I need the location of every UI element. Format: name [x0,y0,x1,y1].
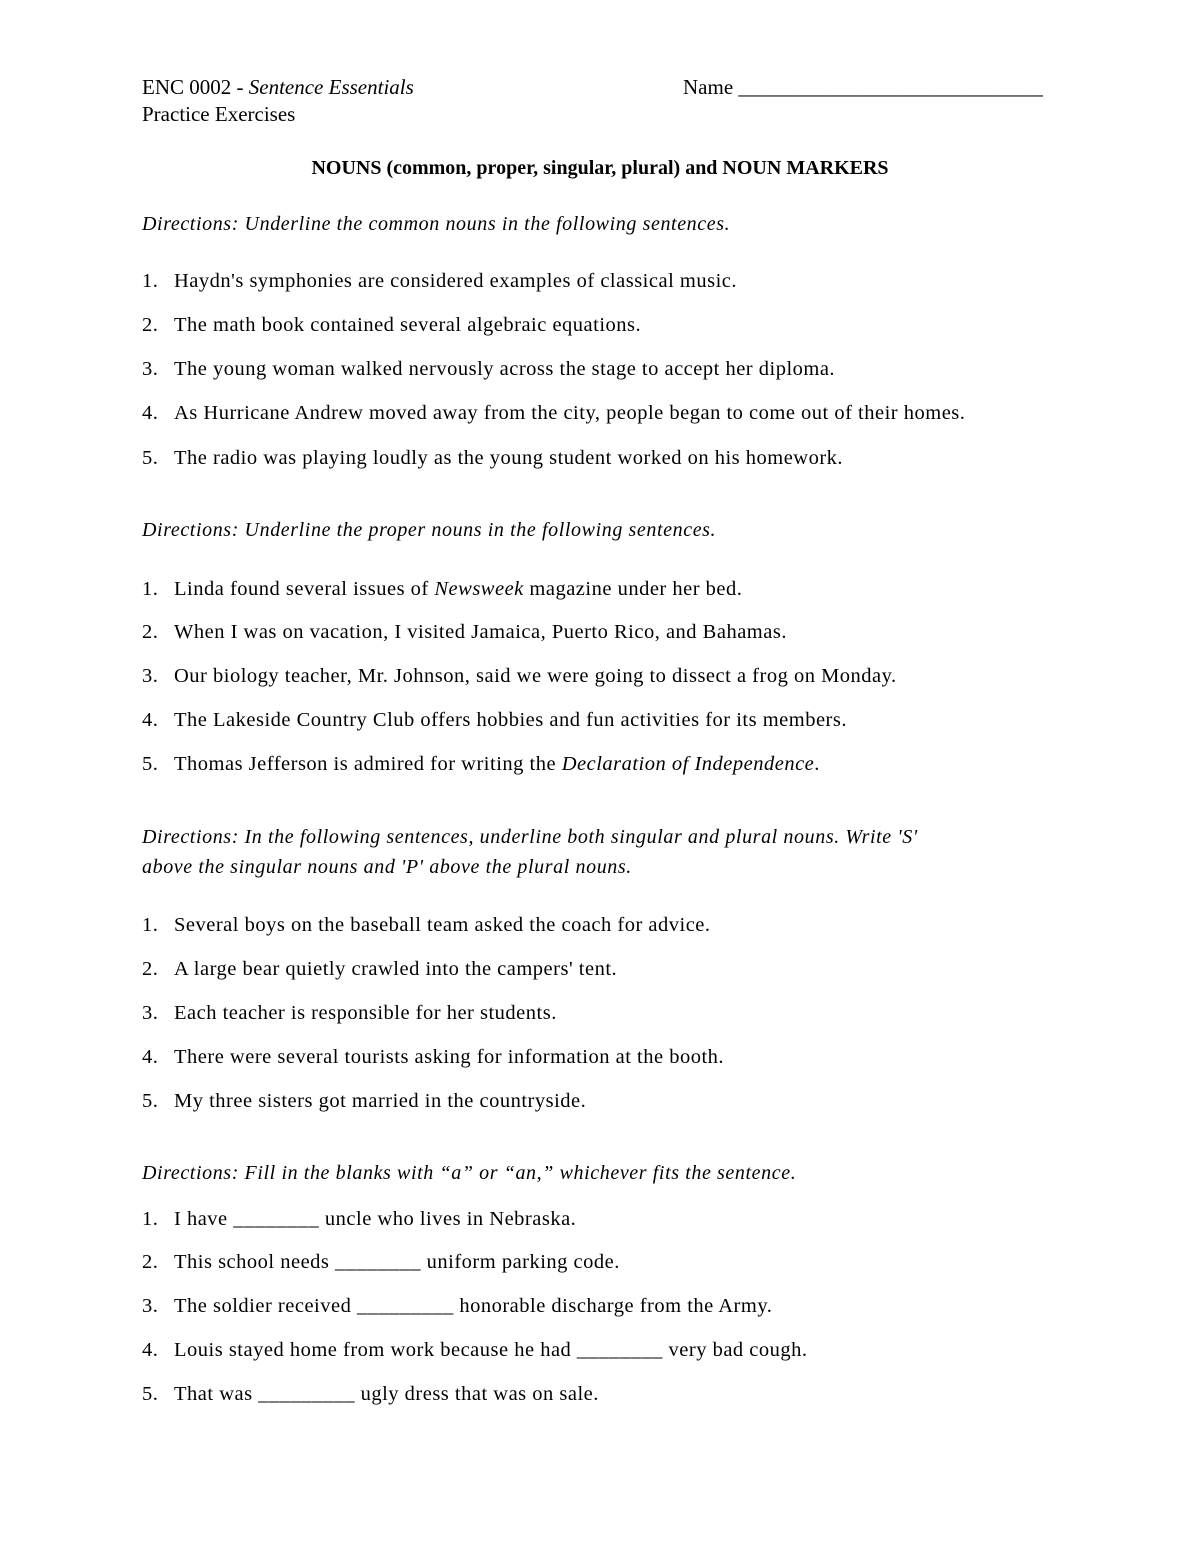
list-item [142,1381,599,1407]
item-text: The young woman walked nervously across the stage to accept her diploma. [174,358,836,380]
list-item [142,1088,586,1114]
list-item [142,1337,808,1363]
item-text: Each teacher is responsible for her students. [174,1002,557,1024]
list-item [142,663,897,689]
list-item [142,576,742,602]
item-text: That was _________ ugly dress that was on sale. [174,1383,599,1405]
list-item [142,1206,576,1232]
item-text: My three sisters got married in the countryside. [174,1090,587,1112]
item-number: 5. [142,1090,159,1112]
item-number: 5. [142,447,159,469]
section-3-directions-line-1: Directions: In the following sentences, underline both singular and plural nouns. Write 'S' [142,826,918,848]
page-subtitle: Practice Exercises [142,102,296,126]
item-number: 4. [142,1046,159,1068]
item-text: Haydn's symphonies are considered examples of classical music. [174,270,737,292]
item-text: Several boys on the baseball team asked the coach for advice. [174,914,711,936]
item-number: 2. [142,621,159,643]
item-text: As Hurricane Andrew moved away from the city, people began to come out of their homes. [174,402,966,424]
item-number: 2. [142,1251,159,1273]
item-text-post: magazine under her bed. [523,578,743,600]
item-text: The soldier received _________ honorable discharge from the Army. [174,1295,773,1317]
list-item [142,707,847,733]
list-item [142,400,965,426]
item-text: The math book contained several algebraic equations. [174,314,642,336]
item-number: 1. [142,914,159,936]
item-number: 4. [142,402,159,424]
name-field-label: Name _____________________________ [683,75,1043,99]
list-item [142,751,820,777]
item-number: 4. [142,1339,159,1361]
item-text: A large bear quietly crawled into the campers' tent. [174,958,618,980]
item-text: This school needs ________ uniform parking code. [174,1251,620,1273]
list-item [142,312,641,338]
item-number: 2. [142,314,159,336]
list-item [142,1044,724,1070]
item-number: 3. [142,665,159,687]
item-number: 5. [142,753,159,775]
item-number: 5. [142,1383,159,1405]
item-number: 1. [142,578,159,600]
item-text: Louis stayed home from work because he had ________ very bad cough. [174,1339,808,1361]
item-text: There were several tourists asking for information at the booth. [174,1046,725,1068]
item-text: When I was on vacation, I visited Jamaica, Puerto Rico, and Bahamas. [174,621,787,643]
item-number: 1. [142,1208,159,1230]
list-item [142,1249,620,1275]
item-text-post: . [814,753,820,775]
item-text-italic: Declaration of Independence [561,753,815,775]
course-code: ENC 0002 - [142,75,249,99]
list-item [142,1000,557,1026]
list-item [142,356,835,382]
course-name: Sentence Essentials [248,75,414,99]
section-2-directions: Directions: Underline the proper nouns in the following sentences. [142,519,717,541]
list-item [142,956,617,982]
page-title: NOUNS (common, proper, singular, plural) and NOUN MARKERS [311,157,889,179]
item-text: The radio was playing loudly as the young student worked on his homework. [174,447,844,469]
course-line [142,74,414,100]
item-text: I have ________ uncle who lives in Nebraska. [174,1208,577,1230]
item-text-pre: Thomas Jefferson is admired for writing the [174,753,562,775]
list-item [142,1293,772,1319]
item-text-pre: Linda found several issues of [174,578,435,600]
item-text: The Lakeside Country Club offers hobbies and fun activities for its members. [174,709,847,731]
item-number: 2. [142,958,159,980]
list-item [142,912,711,938]
item-number: 3. [142,358,159,380]
section-1-directions: Directions: Underline the common nouns in the following sentences. [142,213,731,235]
item-text: Our biology teacher, Mr. Johnson, said we were going to dissect a frog on Monday. [174,665,897,687]
item-number: 1. [142,270,159,292]
list-item [142,619,787,645]
item-text-italic: Newsweek [434,578,524,600]
item-number: 4. [142,709,159,731]
item-number: 3. [142,1295,159,1317]
list-item [142,445,843,471]
item-number: 3. [142,1002,159,1024]
list-item [142,268,737,294]
section-4-directions: Directions: Fill in the blanks with “a” or “an,” whichever fits the sentence. [142,1162,797,1184]
section-3-directions-line-2: above the singular nouns and 'P' above the plural nouns. [142,856,632,878]
